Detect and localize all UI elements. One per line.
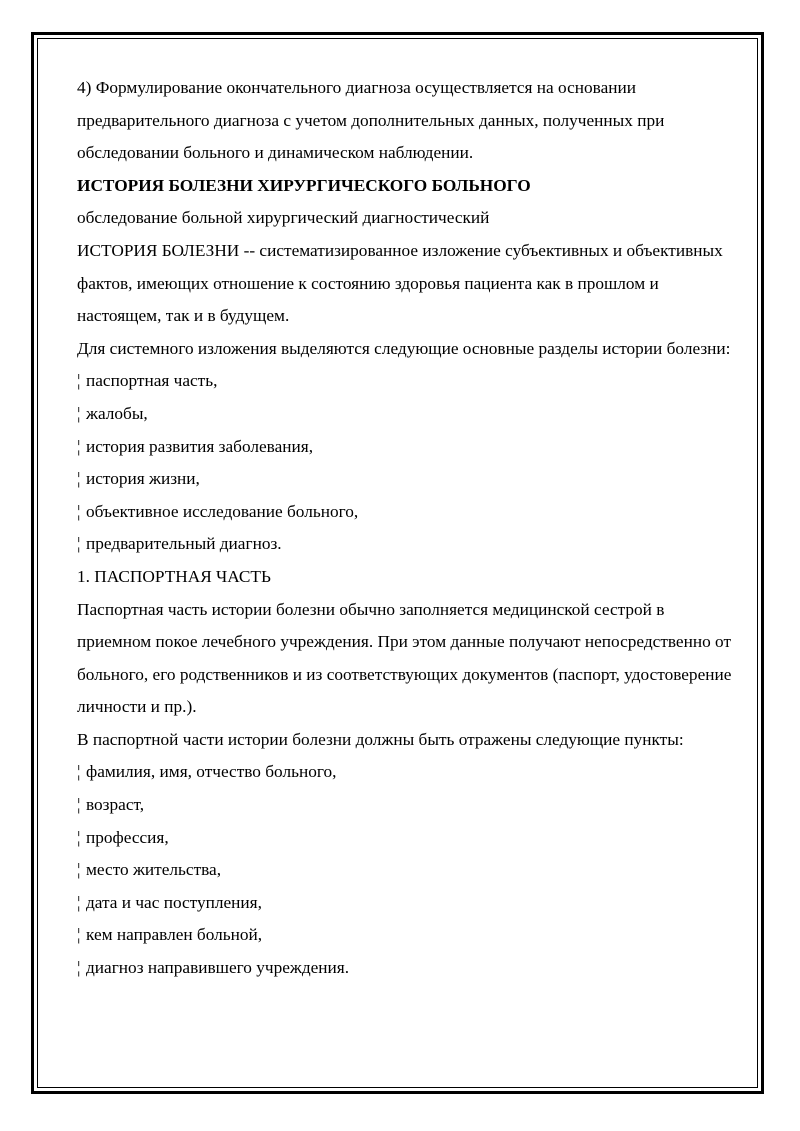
list-item: ¦ кем направлен больной, xyxy=(77,919,737,952)
keywords-line: обследование больной хирургический диагностический xyxy=(77,208,490,228)
bullet-mark: ¦ xyxy=(77,925,81,945)
bullet-mark: ¦ xyxy=(77,762,81,782)
paragraph-sections-intro: Для системного изложения выделяются следующие основные разделы истории болезни: xyxy=(77,338,731,358)
list-item: ¦ место жительства, xyxy=(77,854,737,887)
list-item: ¦ фамилия, имя, отчество больного, xyxy=(77,756,737,789)
bullet-mark: ¦ xyxy=(77,501,81,521)
list-item: ¦ объективное исследование больного, xyxy=(77,496,737,529)
bullet-mark: ¦ xyxy=(77,469,81,489)
list-item: ¦ предварительный диагноз. xyxy=(77,528,737,561)
paragraph-passport-filling: Паспортная часть истории болезни обычно заполняется медицинской сестрой в приемном покое лечебного учреждения. При этом данные получают непосредственно от больного, его родственников и из соответствующих документов (паспорт, удостоверение личности и пр.). xyxy=(77,599,732,717)
list-item: ¦ возраст, xyxy=(77,789,737,822)
bullet-mark: ¦ xyxy=(77,958,81,978)
document-body xyxy=(77,72,737,985)
paragraph-passport-items-intro: В паспортной части истории болезни должны быть отражены следующие пункты: xyxy=(77,729,684,749)
bullet-mark: ¦ xyxy=(77,795,81,815)
bullet-mark: ¦ xyxy=(77,534,81,554)
bullet-mark: ¦ xyxy=(77,436,81,456)
bullet-mark: ¦ xyxy=(77,827,81,847)
bullet-mark: ¦ xyxy=(77,371,81,391)
list-item: ¦ дата и час поступления, xyxy=(77,887,737,920)
bullet-mark: ¦ xyxy=(77,403,81,423)
bullet-mark: ¦ xyxy=(77,860,81,880)
list-item: ¦ жалобы, xyxy=(77,398,737,431)
list-item: ¦ профессия, xyxy=(77,822,737,855)
paragraph-definition: ИСТОРИЯ БОЛЕЗНИ -- систематизированное изложение субъективных и объективных фактов, имеющих отношение к состоянию здоровья пациента как в прошлом и настоящем, так и в будущем. xyxy=(77,240,723,326)
paragraph-final-diagnosis: 4) Формулирование окончательного диагноза осуществляется на основании предварительного диагноза с учетом дополнительных данных, полученных при обследовании больного и динамическом наблюдении. xyxy=(77,78,665,163)
sections-list xyxy=(77,365,737,561)
section-title-passport: 1. ПАСПОРТНАЯ ЧАСТЬ xyxy=(77,566,271,586)
list-item: ¦ история развития заболевания, xyxy=(77,431,737,464)
list-item: ¦ паспортная часть, xyxy=(77,365,737,398)
list-item: ¦ диагноз направившего учреждения. xyxy=(77,952,737,985)
passport-items-list xyxy=(77,756,737,984)
list-item: ¦ история жизни, xyxy=(77,463,737,496)
bullet-mark: ¦ xyxy=(77,892,81,912)
document-heading: ИСТОРИЯ БОЛЕЗНИ ХИРУРГИЧЕСКОГО БОЛЬНОГО xyxy=(77,175,531,195)
